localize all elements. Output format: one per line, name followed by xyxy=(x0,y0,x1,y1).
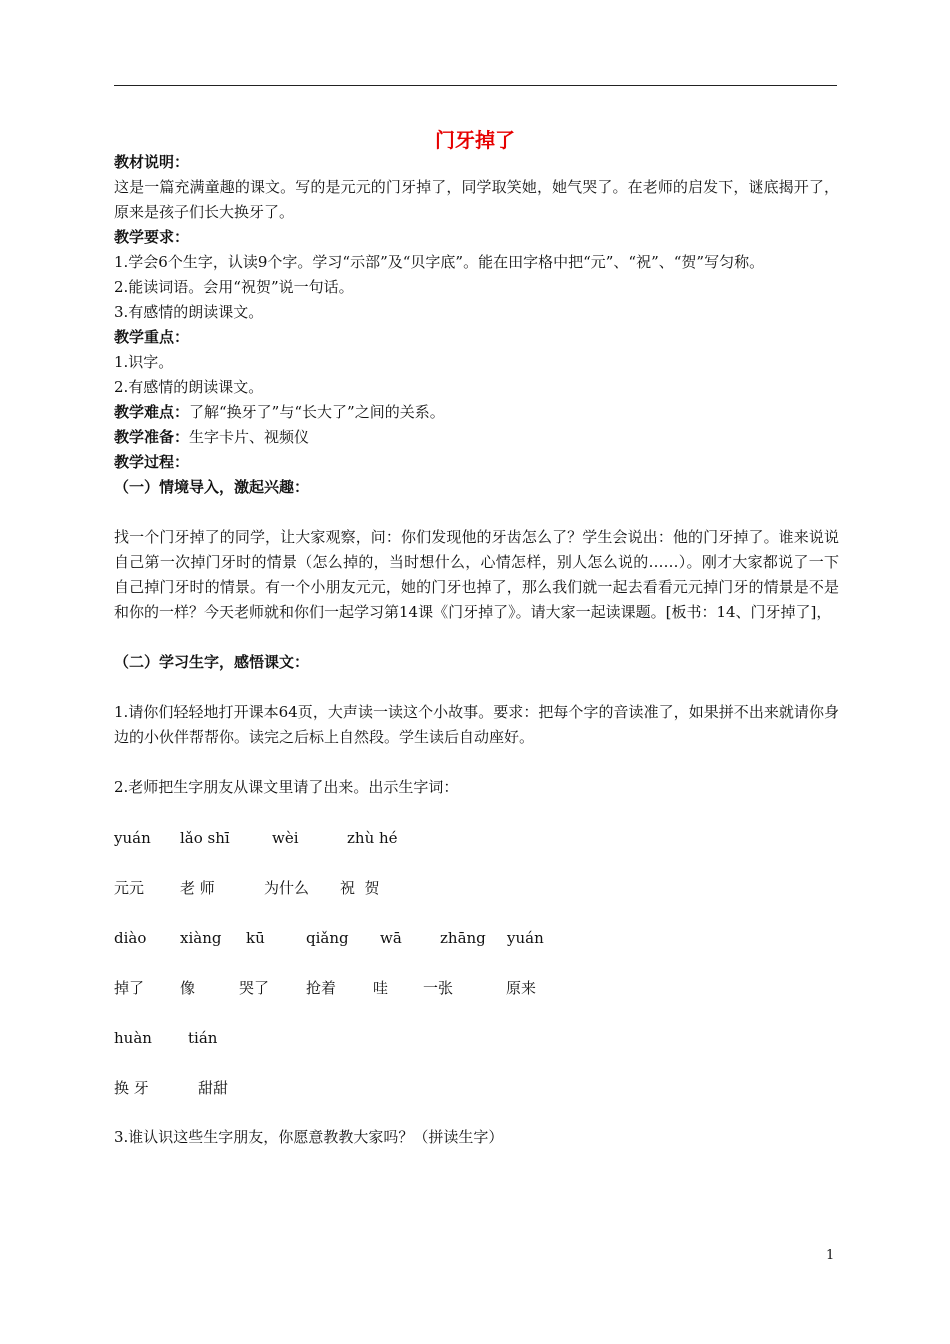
word: 像 xyxy=(180,979,196,997)
pinyin: zhù hé xyxy=(347,828,398,847)
pinyin: zhāng xyxy=(440,928,486,947)
part1-heading: （一）情境导入，激起兴趣： xyxy=(114,478,310,496)
word: 元元 xyxy=(114,879,145,897)
section-heading-process: 教学过程： xyxy=(114,453,190,471)
pinyin: wèi xyxy=(272,828,299,847)
word: 甜甜 xyxy=(198,1079,229,1097)
key-point-item: 1.识字。 xyxy=(114,353,174,371)
preparation-text: 生字卡片、视频仪 xyxy=(189,428,310,446)
pinyin: lǎo shī xyxy=(180,828,230,847)
part2-paragraph-3: 3.谁认识这些生字朋友，你愿意教教大家吗？（拼读生字） xyxy=(114,1128,504,1146)
section-heading-key-points: 教学重点： xyxy=(114,328,190,346)
difficulty-line xyxy=(114,400,839,425)
pinyin-row-3 xyxy=(114,1025,839,1050)
pinyin: wā xyxy=(380,928,402,947)
word: 哭了 xyxy=(239,979,270,997)
word-row-3 xyxy=(114,1075,839,1100)
document-title: 门牙掉了 xyxy=(435,128,515,152)
word: 掉了 xyxy=(114,979,145,997)
word-row-1 xyxy=(114,875,839,900)
key-point-item: 2.有感情的朗读课文。 xyxy=(114,378,264,396)
page-number: 1 xyxy=(826,1248,835,1263)
section-heading-requirements: 教学要求： xyxy=(114,228,190,246)
requirement-item: 3.有感情的朗读课文。 xyxy=(114,303,264,321)
pinyin: huàn xyxy=(114,1028,152,1047)
pinyin: yuán xyxy=(507,928,544,947)
pinyin: diào xyxy=(114,928,147,947)
section-heading-textbook: 教材说明： xyxy=(114,153,190,171)
pinyin: tián xyxy=(188,1028,218,1047)
word: 祝 贺 xyxy=(340,879,380,897)
preparation-line xyxy=(114,425,839,450)
pinyin-row-1 xyxy=(114,825,839,850)
header-rule xyxy=(114,85,837,86)
requirement-item: 1.学会6个生字，认读9个字。学习“示部”及“贝字底”。能在田字格中把“元”、“祝”、“贺”写匀称。 xyxy=(114,253,765,271)
word: 为什么 xyxy=(264,879,310,897)
word: 换 牙 xyxy=(114,1079,149,1097)
pinyin: yuán xyxy=(114,828,151,847)
word: 抢着 xyxy=(306,979,337,997)
part2-paragraph-1: 1.请你们轻轻地打开课本64页，大声读一读这个小故事。要求：把每个字的音读准了，如果拼不出来就请你身边的小伙伴帮帮你。读完之后标上自然段。学生读后自动座好。 xyxy=(114,703,839,746)
word: 一张 xyxy=(423,979,454,997)
part2-heading: （二）学习生字，感悟课文： xyxy=(114,653,310,671)
part1-paragraph: 找一个门牙掉了的同学，让大家观察，问：你们发现他的牙齿怎么了？学生会说出：他的门牙掉了。谁来说说自己第一次掉门牙时的情景（怎么掉的，当时想什么，心情怎样，别人怎么说的……）。刚才大家都说了一下自己掉门牙时的情景。有一个小朋友元元，她的门牙也掉了，那么我们就一起去看看元元掉门牙的情景是不是和你的一样？今天老师就和你们一起学习第14课《门牙掉了》。请大家一起读课题。[板书：14、门牙掉了]， xyxy=(114,528,839,621)
pinyin: kū xyxy=(246,928,265,947)
textbook-description: 这是一篇充满童趣的课文。写的是元元的门牙掉了，同学取笑她，她气哭了。在老师的启发下，谜底揭开了，原来是孩子们长大换牙了。 xyxy=(114,178,839,221)
document-body xyxy=(114,150,839,1150)
difficulty-text: 了解“换牙了”与“长大了”之间的关系。 xyxy=(189,403,445,421)
section-heading-difficulty: 教学难点： xyxy=(114,403,190,421)
word: 老 师 xyxy=(180,879,215,897)
word: 原来 xyxy=(506,979,537,997)
word-row-2 xyxy=(114,975,839,1000)
pinyin: xiàng xyxy=(180,928,222,947)
section-heading-preparation: 教学准备： xyxy=(114,428,190,446)
part2-paragraph-2: 2.老师把生字朋友从课文里请了出来。出示生字词： xyxy=(114,778,459,796)
requirement-item: 2.能读词语。会用“祝贺”说一句话。 xyxy=(114,278,354,296)
pinyin: qiǎng xyxy=(306,928,349,947)
word: 哇 xyxy=(373,979,389,997)
pinyin-row-2 xyxy=(114,925,839,950)
